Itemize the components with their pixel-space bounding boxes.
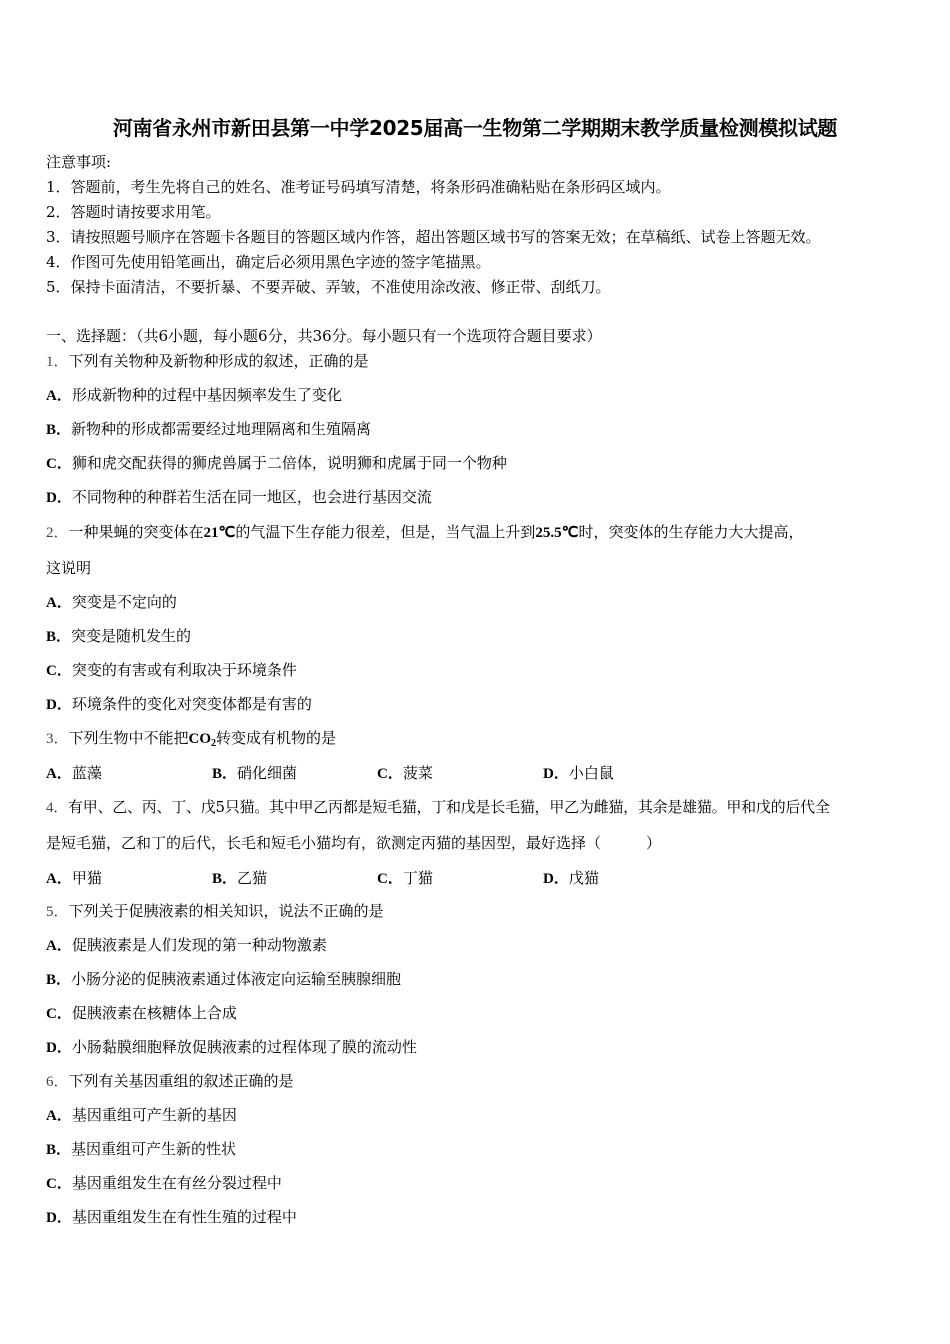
- question-4: 4．有甲、乙、丙、丁、戊5只猫。其中甲乙丙都是短毛猫，丁和戊是长毛猫，甲乙为雌猫，其余是雄猫。甲和戊的后代全: [46, 798, 830, 816]
- question-stem: 下列有关物种及新物种形成的叙述，正确的是: [68, 352, 369, 370]
- option-a: A．突变是不定向的: [46, 593, 177, 611]
- option-a: A．蓝藻: [46, 764, 102, 782]
- option-c: C．促胰液素在核糖体上合成: [46, 1004, 237, 1022]
- option-b: B．基因重组可产生新的性状: [46, 1140, 237, 1158]
- question-4-continuation: 是短毛猫，乙和丁的后代，长毛和短毛小猫均有，欲测定丙猫的基因型，最好选择（ ）: [46, 834, 662, 852]
- question-2: 2．一种果蝇的突变体在21℃的气温下生存能力很差，但是，当气温上升到25.5℃时，突变体的生存能力大大提高，: [46, 523, 804, 541]
- option-a: A．甲猫: [46, 869, 102, 887]
- notice-item: 5．保持卡面清洁，不要折暴、不要弄破、弄皱，不准使用涂改液、修正带、刮纸刀。: [46, 278, 611, 296]
- question-1: [46, 351, 369, 372]
- option-b: B．新物种的形成都需要经过地理隔离和生殖隔离: [46, 420, 372, 438]
- notice-item: 3．请按照题号顺序在答题卡各题目的答题区域内作答，超出答题区域书写的答案无效；在草稿纸、试卷上答题无效。: [46, 228, 821, 246]
- option-d: D．不同物种的种群若生活在同一地区，也会进行基因交流: [46, 488, 432, 506]
- question-3: 3．下列生物中不能把$CO_2$转变成有机物的是: [46, 729, 337, 749]
- question-5: 5．下列关于促胰液素的相关知识，说法不正确的是: [46, 902, 384, 920]
- option-d: D．基因重组发生在有性生殖的过程中: [46, 1208, 297, 1226]
- notice-item: 1．答题前，考生先将自己的姓名、准考证号码填写清楚，将条形码准确粘贴在条形码区域内。: [46, 178, 671, 196]
- option-c: C．基因重组发生在有丝分裂过程中: [46, 1174, 282, 1192]
- option-c: C．菠菜: [377, 764, 433, 782]
- option-c: C．突变的有害或有利取决于环境条件: [46, 661, 297, 679]
- option-b: B．小肠分泌的促胰液素通过体液定向运输至胰腺细胞: [46, 970, 402, 988]
- notice-heading: 注意事项:: [46, 153, 112, 171]
- option-b: B．突变是随机发生的: [46, 627, 192, 645]
- section-heading: 一、选择题：（共6小题，每小题6分，共36分。每小题只有一个选项符合题目要求）: [46, 327, 602, 345]
- option-c: C．丁猫: [377, 869, 433, 887]
- option-d: D．小肠黏膜细胞释放促胰液素的过程体现了膜的流动性: [46, 1038, 417, 1056]
- option-d: D．戊猫: [543, 869, 599, 887]
- notice-item: 4．作图可先使用铅笔画出，确定后必须用黑色字迹的签字笔描黑。: [46, 253, 491, 271]
- page-title: 河南省永州市新田县第一中学2025届高一生物第二学期期末教学质量检测模拟试题: [112, 116, 838, 140]
- option-b: B．乙猫: [212, 869, 268, 887]
- option-d: D．环境条件的变化对突变体都是有害的: [46, 695, 312, 713]
- option-d: D．小白鼠: [543, 764, 614, 782]
- option-a: A．基因重组可产生新的基因: [46, 1106, 237, 1124]
- notice-item: 2．答题时请按要求用笔。: [46, 203, 221, 221]
- option-b: B．硝化细菌: [212, 764, 298, 782]
- option-a: A．促胰液素是人们发现的第一种动物激素: [46, 936, 327, 954]
- question-2-continuation: 这说明: [46, 559, 92, 577]
- option-a: A．形成新物种的过程中基因频率发生了变化: [46, 386, 342, 404]
- question-number: 1．: [46, 354, 69, 370]
- question-6: 6．下列有关基因重组的叙述正确的是: [46, 1072, 294, 1090]
- option-c: C．狮和虎交配获得的狮虎兽属于二倍体，说明狮和虎属于同一个物种: [46, 454, 507, 472]
